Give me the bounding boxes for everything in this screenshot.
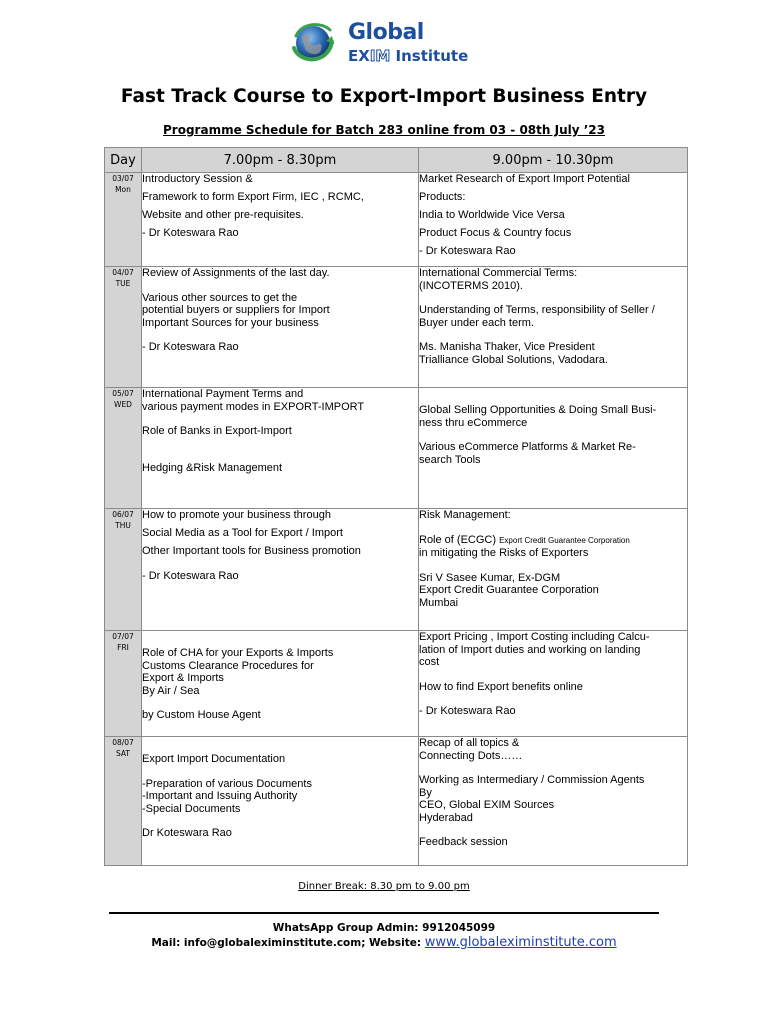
session-line: Hedging &Risk Management xyxy=(142,461,283,474)
day-date: 03/07 xyxy=(112,174,134,183)
logo-word-exim-institute xyxy=(348,47,468,65)
session-cell xyxy=(419,631,688,737)
session-cell xyxy=(419,509,688,631)
session-line xyxy=(419,534,687,548)
session-line: Various eCommerce Platforms & Market Re- xyxy=(419,441,636,453)
schedule-table xyxy=(104,147,688,866)
session-line: Various other sources to get the xyxy=(142,291,298,304)
session-cell xyxy=(142,509,419,631)
session-line: Framework to form Export Firm, IEC , RCMC, xyxy=(142,191,364,203)
page-title: Fast Track Course to Export-Import Business Entry xyxy=(120,86,648,107)
session-cell xyxy=(142,267,419,388)
day-weekday: WED xyxy=(114,400,132,409)
session-line: Feedback session xyxy=(419,836,508,848)
session-text: Role of (ECGC) xyxy=(419,533,497,546)
session-line: Products: xyxy=(419,191,466,203)
session-cell xyxy=(419,173,688,267)
session-line: Trialliance Global Solutions, Vadodara. xyxy=(419,353,608,366)
logo xyxy=(290,18,490,68)
session-line: Mumbai xyxy=(419,596,459,609)
session-line: Export & Imports xyxy=(142,672,224,684)
session-cell xyxy=(419,388,688,509)
session-line: search Tools xyxy=(419,453,481,466)
day-weekday: THU xyxy=(115,521,131,530)
session-line: Other Important tools for Business promotion xyxy=(142,545,361,557)
day-weekday: SAT xyxy=(115,749,131,758)
session-line: - Dr Koteswara Rao xyxy=(142,569,239,582)
session-line: CEO, Global EXIM Sources xyxy=(419,799,555,811)
whatsapp-admin: WhatsApp Group Admin: 9912045099 xyxy=(272,922,496,934)
session-line: Dr Koteswara Rao xyxy=(142,827,232,839)
day-date: 06/07 xyxy=(112,510,134,519)
day-weekday: FRI xyxy=(117,643,129,652)
day-cell xyxy=(105,267,142,388)
dinner-break-note: Dinner Break: 8.30 pm to 9.00 pm xyxy=(298,881,470,892)
header-slot-1: 7.00pm - 8.30pm xyxy=(142,148,419,173)
session-line: -Preparation of various Documents xyxy=(142,777,312,790)
table-row xyxy=(105,737,688,866)
website-link[interactable]: www.globaleximinstitute.com xyxy=(424,935,617,950)
session-line: (INCOTERMS 2010). xyxy=(419,279,523,292)
day-weekday: TUE xyxy=(115,279,131,288)
page-subtitle: Programme Schedule for Batch 283 online from 03 - 08th July ’23 xyxy=(163,123,605,137)
session-line: Review of Assignments of the last day. xyxy=(142,267,330,279)
day-cell xyxy=(105,631,142,737)
session-cell xyxy=(142,173,419,267)
session-line: India to Worldwide Vice Versa xyxy=(419,209,565,221)
logo-institute: Institute xyxy=(390,47,469,65)
session-line: By Air / Sea xyxy=(142,684,200,697)
session-line: - Dr Koteswara Rao xyxy=(142,341,239,353)
day-cell xyxy=(105,737,142,866)
session-line: Important Sources for your business xyxy=(142,316,319,329)
day-cell xyxy=(105,509,142,631)
table-row xyxy=(105,173,688,267)
session-line: Global Selling Opportunities & Doing Small Busi- xyxy=(419,404,657,416)
session-cell xyxy=(419,737,688,866)
session-cell xyxy=(142,737,419,866)
session-line: Connecting Dots…… xyxy=(419,749,523,762)
table-row xyxy=(105,267,688,388)
session-line: Market Research of Export Import Potential xyxy=(419,173,630,185)
session-line: How to promote your business through xyxy=(142,509,331,521)
session-line: Buyer under each term. xyxy=(419,316,534,329)
session-text-small: Export Credit Guarantee Corporation xyxy=(499,535,630,545)
session-line: Introductory Session & xyxy=(142,173,253,185)
session-line: - Dr Koteswara Rao xyxy=(142,227,239,239)
session-line: by Custom House Agent xyxy=(142,709,261,721)
session-line: Social Media as a Tool for Export / Import xyxy=(142,527,343,539)
session-line: Role of Banks in Export-Import xyxy=(142,425,292,437)
session-line: Working as Intermediary / Commission Agents xyxy=(419,774,645,786)
session-line: International Payment Terms and xyxy=(142,388,304,400)
session-line: - Dr Koteswara Rao xyxy=(419,245,516,257)
session-line: Hyderabad xyxy=(419,811,473,824)
day-date: 04/07 xyxy=(112,268,134,277)
session-line: -Important and Issuing Authority xyxy=(142,790,298,802)
session-line: Export Import Documentation xyxy=(142,753,286,765)
header-day: Day xyxy=(105,148,142,173)
session-line: How to find Export benefits online xyxy=(419,680,583,693)
session-line: Role of CHA for your Exports & Imports xyxy=(142,647,334,659)
session-line: By xyxy=(419,786,432,799)
day-date: 07/07 xyxy=(112,632,134,641)
session-line: in mitigating the Risks of Exporters xyxy=(419,547,589,559)
session-line: ness thru eCommerce xyxy=(419,416,528,429)
logo-exim-im: IM xyxy=(369,47,391,65)
session-cell xyxy=(142,388,419,509)
session-line: Product Focus & Country focus xyxy=(419,227,572,239)
session-cell xyxy=(142,631,419,737)
table-row xyxy=(105,509,688,631)
session-line: -Special Documents xyxy=(142,802,241,815)
session-line: Website and other pre-requisites. xyxy=(142,209,304,221)
day-cell xyxy=(105,388,142,509)
table-row xyxy=(105,631,688,737)
day-weekday: Mon xyxy=(115,185,131,194)
table-header-row xyxy=(105,148,688,173)
session-line: various payment modes in EXPORT-IMPORT xyxy=(142,400,365,413)
session-line: cost xyxy=(419,656,440,668)
session-cell xyxy=(419,267,688,388)
session-line: Recap of all topics & xyxy=(419,737,520,749)
day-date: 08/07 xyxy=(112,738,134,747)
session-line: Risk Management: xyxy=(419,509,511,521)
session-line: Customs Clearance Procedures for xyxy=(142,659,314,672)
footer-divider xyxy=(109,912,659,914)
session-line: Understanding of Terms, responsibility of Seller / xyxy=(419,304,655,316)
logo-word-global: Global xyxy=(348,20,424,45)
logo-exim-ex: EX xyxy=(348,47,370,65)
day-cell xyxy=(105,173,142,267)
session-line: Export Pricing , Import Costing including Calcu- xyxy=(419,631,650,643)
session-line: Sri V Sasee Kumar, Ex-DGM xyxy=(419,571,561,584)
day-date: 05/07 xyxy=(112,389,134,398)
session-line: lation of Import duties and working on landing xyxy=(419,643,641,656)
session-line: Ms. Manisha Thaker, Vice President xyxy=(419,341,595,353)
session-line: Export Credit Guarantee Corporation xyxy=(419,584,599,596)
globe-icon xyxy=(290,20,336,66)
header-slot-2: 9.00pm - 10.30pm xyxy=(419,148,688,173)
session-line: potential buyers or suppliers for Import xyxy=(142,304,330,316)
table-row xyxy=(105,388,688,509)
session-line: - Dr Koteswara Rao xyxy=(419,705,516,717)
session-line: International Commercial Terms: xyxy=(419,267,578,279)
mail-text: Mail: info@globaleximinstitute.com; Website: xyxy=(151,937,425,949)
contact-line xyxy=(0,935,768,950)
